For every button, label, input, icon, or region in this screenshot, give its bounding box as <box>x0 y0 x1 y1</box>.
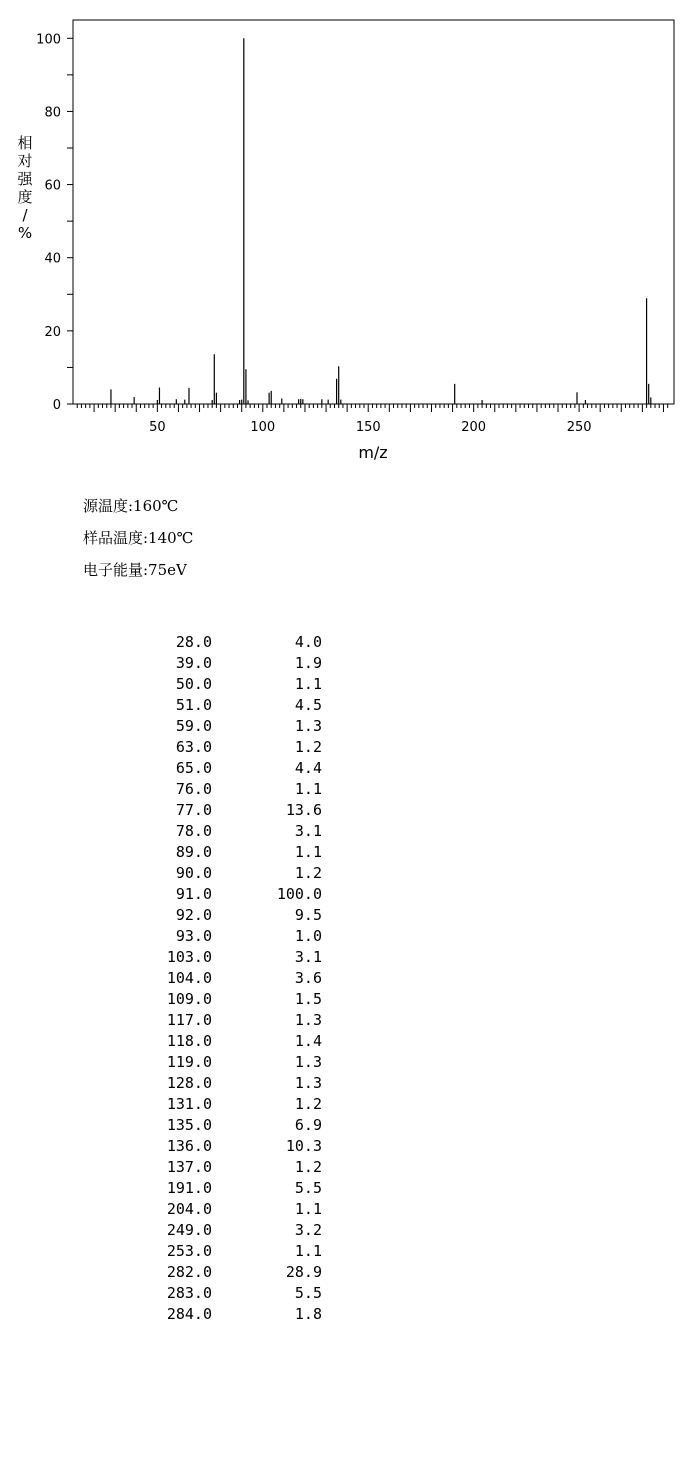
mz-value: 89.0 <box>175 843 212 861</box>
x-tick-label: 100 <box>250 420 276 435</box>
mz-value: 93.0 <box>175 927 212 945</box>
mz-value: 59.0 <box>175 717 212 735</box>
mz-value: 118.0 <box>166 1032 212 1050</box>
intensity-value: 4.4 <box>294 759 322 777</box>
mz-value: 76.0 <box>175 780 212 798</box>
mz-value: 119.0 <box>166 1053 212 1071</box>
intensity-value: 1.8 <box>294 1305 322 1323</box>
y-axis-label: 相对强度/ % <box>17 134 33 242</box>
intensity-value: 100.0 <box>276 885 322 903</box>
intensity-value: 1.3 <box>294 1074 322 1092</box>
source-temperature: 源温度:160℃ <box>83 497 179 515</box>
mz-value: 253.0 <box>166 1242 212 1260</box>
intensity-value: 1.9 <box>294 654 322 672</box>
x-tick-label: 150 <box>355 420 381 435</box>
mz-value: 136.0 <box>166 1137 212 1155</box>
mz-value: 131.0 <box>166 1095 212 1113</box>
mz-value: 65.0 <box>175 759 212 777</box>
mz-value: 77.0 <box>175 801 212 819</box>
mz-value: 28.0 <box>175 633 212 651</box>
x-axis-label: m/z <box>358 443 388 462</box>
mz-value: 50.0 <box>175 675 212 693</box>
mz-value: 283.0 <box>166 1284 212 1302</box>
y-tick-label: 60 <box>44 178 61 194</box>
intensity-value: 1.4 <box>294 1032 322 1050</box>
electron-energy: 电子能量:75eV <box>83 561 187 579</box>
mz-value: 90.0 <box>175 864 212 882</box>
mz-value: 109.0 <box>166 990 212 1008</box>
y-tick-label: 40 <box>44 251 61 267</box>
intensity-value: 13.6 <box>285 801 322 819</box>
mz-value: 91.0 <box>175 885 212 903</box>
intensity-value: 1.2 <box>294 1158 322 1176</box>
intensity-value: 1.1 <box>294 843 322 861</box>
intensity-value: 6.9 <box>294 1116 322 1134</box>
intensity-value: 28.9 <box>285 1263 322 1281</box>
mz-value: 78.0 <box>175 822 212 840</box>
intensity-value: 1.3 <box>294 1053 322 1071</box>
mz-value: 63.0 <box>175 738 212 756</box>
mz-value: 104.0 <box>166 969 212 987</box>
mz-value: 128.0 <box>166 1074 212 1092</box>
intensity-value: 1.2 <box>294 738 322 756</box>
intensity-value: 3.1 <box>294 822 322 840</box>
mz-value: 137.0 <box>166 1158 212 1176</box>
y-tick-label: 100 <box>36 32 61 48</box>
intensity-value: 1.3 <box>294 1011 322 1029</box>
intensity-value: 1.1 <box>294 1242 322 1260</box>
mz-value: 51.0 <box>175 696 212 714</box>
intensity-value: 3.2 <box>294 1221 322 1239</box>
x-tick-label: 50 <box>149 420 166 435</box>
plot-frame <box>73 20 674 404</box>
mz-value: 249.0 <box>166 1221 212 1239</box>
mass-spectrum-chart <box>0 0 687 470</box>
intensity-value: 4.0 <box>294 633 322 651</box>
intensity-value: 10.3 <box>285 1137 322 1155</box>
x-tick-label: 250 <box>566 420 592 435</box>
x-tick-label: 200 <box>461 420 487 435</box>
mz-value: 92.0 <box>175 906 212 924</box>
intensity-value: 1.1 <box>294 675 322 693</box>
intensity-value: 1.1 <box>294 780 322 798</box>
intensity-value: 1.2 <box>294 864 322 882</box>
intensity-value: 1.5 <box>294 990 322 1008</box>
intensity-value: 1.1 <box>294 1200 322 1218</box>
x-axis <box>77 404 667 435</box>
y-tick-label: 80 <box>44 105 61 121</box>
intensity-value: 4.5 <box>294 696 322 714</box>
y-tick-label: 0 <box>52 398 61 413</box>
intensity-value: 5.5 <box>294 1179 322 1197</box>
mz-value: 282.0 <box>166 1263 212 1281</box>
intensity-value: 1.0 <box>294 927 322 945</box>
mz-value: 117.0 <box>166 1011 212 1029</box>
mz-value: 103.0 <box>166 948 212 966</box>
intensity-value: 9.5 <box>294 906 322 924</box>
mz-value: 39.0 <box>175 654 212 672</box>
mz-value: 135.0 <box>166 1116 212 1134</box>
mz-value: 284.0 <box>166 1305 212 1323</box>
y-tick-label: 20 <box>44 324 61 340</box>
y-axis <box>36 32 73 413</box>
intensity-value: 5.5 <box>294 1284 322 1302</box>
intensity-value: 1.2 <box>294 1095 322 1113</box>
intensity-value: 1.3 <box>294 717 322 735</box>
mz-value: 204.0 <box>166 1200 212 1218</box>
peak-bars <box>111 38 651 404</box>
sample-temperature: 样品温度:140℃ <box>83 529 194 547</box>
intensity-value: 3.6 <box>294 969 322 987</box>
mz-value: 191.0 <box>166 1179 212 1197</box>
intensity-value: 3.1 <box>294 948 322 966</box>
